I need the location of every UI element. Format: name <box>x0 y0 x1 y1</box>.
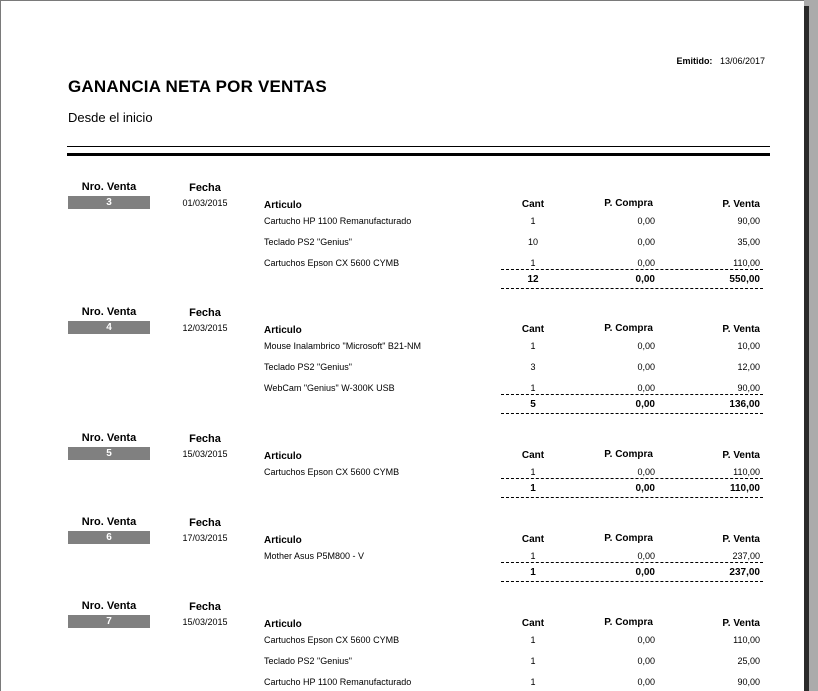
page-shadow <box>804 6 809 691</box>
report-subtitle: Desde el inicio <box>68 110 153 125</box>
cant-header: Cant <box>521 618 545 629</box>
fecha-value: 15/03/2015 <box>182 617 228 627</box>
item-p-venta: 110,00 <box>733 635 760 645</box>
item-row <box>1 341 805 353</box>
item-cant: 1 <box>530 551 536 561</box>
item-articulo: Teclado PS2 "Genius" <box>264 656 352 666</box>
item-articulo: Cartuchos Epson CX 5600 CYMB <box>264 467 400 477</box>
nro-venta-label: Nro. Venta <box>81 181 137 193</box>
nro-venta-label: Nro. Venta <box>81 600 137 612</box>
total-p-venta: 550,00 <box>729 274 760 285</box>
item-row <box>1 362 805 374</box>
total-p-venta: 136,00 <box>729 399 760 410</box>
item-cant: 1 <box>530 656 536 666</box>
item-articulo: WebCam "Genius" W-300K USB <box>264 383 395 393</box>
item-articulo: Cartuchos Epson CX 5600 CYMB <box>264 258 400 268</box>
nro-venta-value: 4 <box>68 321 150 334</box>
item-p-venta: 237,00 <box>732 551 760 561</box>
item-articulo: Teclado PS2 "Genius" <box>264 237 352 247</box>
item-p-compra: 0,00 <box>637 258 655 268</box>
nro-venta-value: 3 <box>68 196 150 209</box>
emitido-date: 13/06/2017 <box>719 56 765 66</box>
item-articulo: Teclado PS2 "Genius" <box>264 362 352 372</box>
item-p-compra: 0,00 <box>637 635 655 645</box>
p-venta-header: P. Venta <box>722 324 760 335</box>
total-rule-bottom <box>501 581 763 582</box>
total-p-venta: 110,00 <box>729 483 760 494</box>
item-cant: 1 <box>530 216 536 226</box>
cant-header: Cant <box>521 534 545 545</box>
item-articulo: Cartucho HP 1100 Remanufacturado <box>264 677 412 687</box>
total-rule-bottom <box>501 497 763 498</box>
total-p-venta: 237,00 <box>729 567 760 578</box>
fecha-value: 17/03/2015 <box>182 533 228 543</box>
item-cant: 1 <box>530 341 536 351</box>
item-p-venta: 25,00 <box>737 656 760 666</box>
total-p-compra: 0,00 <box>635 567 655 578</box>
p-venta-header: P. Venta <box>722 450 760 461</box>
header-rule-thin <box>67 146 770 147</box>
articulo-header: Articulo <box>264 325 302 336</box>
total-row <box>1 399 805 411</box>
total-cant: 1 <box>530 483 536 494</box>
fecha-label: Fecha <box>189 433 221 445</box>
item-p-compra: 0,00 <box>637 551 655 561</box>
articulo-header: Articulo <box>264 200 302 211</box>
total-p-compra: 0,00 <box>635 483 655 494</box>
total-rule-top <box>501 394 763 395</box>
articulo-header: Articulo <box>264 451 302 462</box>
item-p-compra: 0,00 <box>637 341 655 351</box>
total-cant: 5 <box>530 399 536 410</box>
cant-header: Cant <box>521 324 545 335</box>
item-articulo: Mouse Inalambrico "Microsoft" B21-NM <box>264 341 421 351</box>
item-row <box>1 677 805 689</box>
report-title: GANANCIA NETA POR VENTAS <box>68 77 327 96</box>
total-row <box>1 567 805 579</box>
nro-venta-value: 5 <box>68 447 150 460</box>
p-compra-header: P. Compra <box>604 198 653 209</box>
item-cant: 1 <box>530 383 536 393</box>
total-rule-bottom <box>501 288 763 289</box>
item-row <box>1 216 805 228</box>
total-p-compra: 0,00 <box>635 274 655 285</box>
total-cant: 1 <box>530 567 536 578</box>
fecha-label: Fecha <box>189 517 221 529</box>
item-p-venta: 90,00 <box>737 677 760 687</box>
fecha-value: 12/03/2015 <box>182 323 228 333</box>
nro-venta-label: Nro. Venta <box>81 516 137 528</box>
nro-venta-label: Nro. Venta <box>81 306 137 318</box>
header-rule-thick <box>67 153 770 156</box>
p-compra-header: P. Compra <box>604 617 653 628</box>
item-articulo: Cartucho HP 1100 Remanufacturado <box>264 216 412 226</box>
item-articulo: Cartuchos Epson CX 5600 CYMB <box>264 635 400 645</box>
nro-venta-label: Nro. Venta <box>81 432 137 444</box>
item-p-venta: 110,00 <box>733 467 760 477</box>
item-cant: 1 <box>530 467 536 477</box>
articulo-header: Articulo <box>264 535 302 546</box>
p-compra-header: P. Compra <box>604 533 653 544</box>
item-p-venta: 90,00 <box>737 216 760 226</box>
item-p-compra: 0,00 <box>637 467 655 477</box>
total-rule-top <box>501 478 763 479</box>
item-cant: 3 <box>530 362 536 372</box>
fecha-value: 15/03/2015 <box>182 449 228 459</box>
item-p-venta: 12,00 <box>737 362 760 372</box>
item-articulo: Mother Asus P5M800 - V <box>264 551 365 561</box>
item-cant: 1 <box>530 677 536 687</box>
p-compra-header: P. Compra <box>604 323 653 334</box>
item-row <box>1 237 805 249</box>
item-p-compra: 0,00 <box>637 362 655 372</box>
nro-venta-value: 6 <box>68 531 150 544</box>
p-venta-header: P. Venta <box>722 534 760 545</box>
total-p-compra: 0,00 <box>635 399 655 410</box>
item-p-compra: 0,00 <box>637 383 655 393</box>
item-p-compra: 0,00 <box>637 656 655 666</box>
fecha-label: Fecha <box>189 307 221 319</box>
item-p-venta: 90,00 <box>737 383 760 393</box>
item-row <box>1 635 805 647</box>
item-p-compra: 0,00 <box>637 677 655 687</box>
total-rule-top <box>501 562 763 563</box>
p-venta-header: P. Venta <box>722 199 760 210</box>
item-p-venta: 110,00 <box>733 258 760 268</box>
fecha-value: 01/03/2015 <box>182 198 228 208</box>
nro-venta-value: 7 <box>68 615 150 628</box>
p-compra-header: P. Compra <box>604 449 653 460</box>
item-cant: 1 <box>530 258 536 268</box>
emitido-label: Emitido: <box>676 56 713 66</box>
fecha-label: Fecha <box>189 182 221 194</box>
item-cant: 1 <box>530 635 536 645</box>
cant-header: Cant <box>521 450 545 461</box>
fecha-label: Fecha <box>189 601 221 613</box>
item-row <box>1 656 805 668</box>
articulo-header: Articulo <box>264 619 302 630</box>
total-row <box>1 274 805 286</box>
total-rule-bottom <box>501 413 763 414</box>
total-cant: 12 <box>527 274 539 285</box>
total-rule-top <box>501 269 763 270</box>
item-cant: 10 <box>527 237 538 247</box>
p-venta-header: P. Venta <box>722 618 760 629</box>
emitido-line <box>601 56 765 66</box>
item-p-compra: 0,00 <box>637 216 655 226</box>
item-p-venta: 35,00 <box>737 237 760 247</box>
item-p-compra: 0,00 <box>637 237 655 247</box>
cant-header: Cant <box>521 199 545 210</box>
item-p-venta: 10,00 <box>737 341 760 351</box>
total-row <box>1 483 805 495</box>
